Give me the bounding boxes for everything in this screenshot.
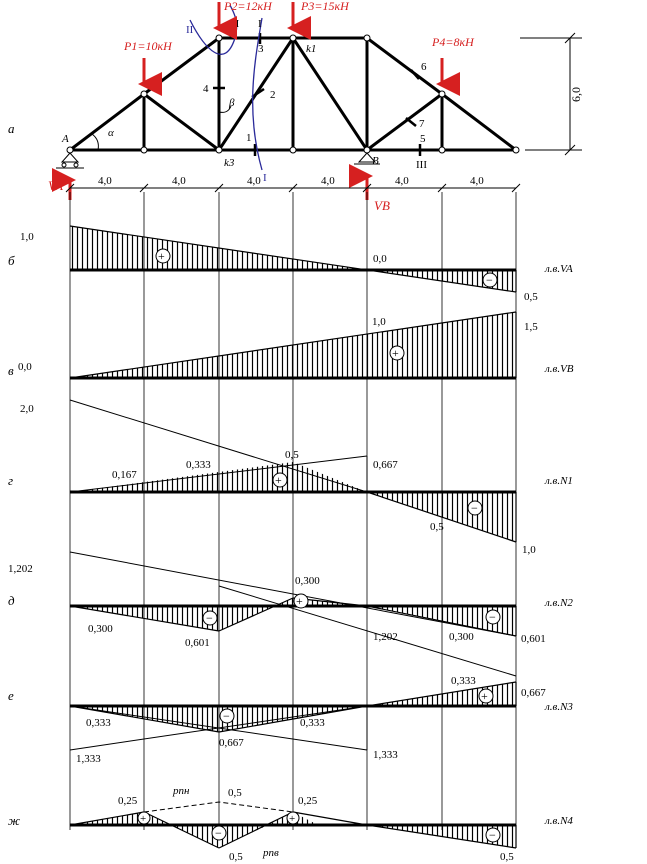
il-N3 <box>70 675 573 765</box>
il-N1 <box>20 400 573 556</box>
svg-text:0,333: 0,333 <box>300 717 325 729</box>
svg-text:1,202: 1,202 <box>373 631 398 643</box>
svg-text:л.в.N4: л.в.N4 <box>545 815 573 827</box>
svg-text:4,0: 4,0 <box>247 175 261 187</box>
row-letters <box>8 121 20 828</box>
svg-text:0,5: 0,5 <box>229 851 243 863</box>
svg-text:0,333: 0,333 <box>86 717 111 729</box>
svg-text:д: д <box>8 593 15 608</box>
rod-number-1: 1 <box>246 132 252 144</box>
rod-number-6: 6 <box>421 61 427 73</box>
svg-text:−: − <box>223 709 230 723</box>
svg-text:0,5: 0,5 <box>430 521 444 533</box>
svg-text:в: в <box>8 363 14 378</box>
svg-text:1,5: 1,5 <box>524 321 538 333</box>
beta-label: β <box>229 97 235 109</box>
svg-text:б: б <box>8 253 15 268</box>
il-VA <box>20 226 573 303</box>
svg-text:л.в.N3: л.в.N3 <box>545 701 573 713</box>
node-B-label: B <box>372 155 379 167</box>
svg-text:4,0: 4,0 <box>470 175 484 187</box>
svg-text:л.в.N2: л.в.N2 <box>545 597 573 609</box>
svg-text:л.в.N1: л.в.N1 <box>545 475 573 487</box>
svg-text:0,167: 0,167 <box>112 469 137 481</box>
load-P4-label: P4=8кН <box>432 35 474 49</box>
svg-text:рпв: рпв <box>263 847 279 859</box>
rod-number-3: 3 <box>258 43 264 55</box>
sections <box>190 5 262 170</box>
svg-text:4,0: 4,0 <box>98 175 112 187</box>
svg-text:1,333: 1,333 <box>76 753 101 765</box>
svg-text:1,0: 1,0 <box>522 544 536 556</box>
section-II-label-right: II <box>232 18 240 30</box>
diagonal-k1b <box>293 38 367 150</box>
rod-number-7: 7 <box>419 118 425 130</box>
svg-text:0,0: 0,0 <box>18 361 32 373</box>
node-k3-label: k3 <box>224 157 235 169</box>
svg-text:1,202: 1,202 <box>8 563 33 575</box>
svg-text:0,5: 0,5 <box>524 291 538 303</box>
svg-text:1,0: 1,0 <box>20 231 34 243</box>
support-A <box>56 153 84 168</box>
svg-text:0,601: 0,601 <box>521 633 546 645</box>
svg-text:+: + <box>158 249 165 263</box>
svg-text:−: − <box>489 828 496 842</box>
svg-text:−: − <box>486 273 493 287</box>
svg-text:+: + <box>392 346 399 360</box>
svg-text:0,667: 0,667 <box>219 737 244 749</box>
svg-text:+: + <box>289 813 296 825</box>
svg-text:0,300: 0,300 <box>88 623 113 635</box>
il-N4 <box>70 785 573 863</box>
svg-text:0,333: 0,333 <box>186 459 211 471</box>
svg-text:+: + <box>296 594 303 608</box>
section-II-label-left: II <box>186 24 194 36</box>
span-dimension <box>66 184 520 192</box>
svg-text:0,5: 0,5 <box>500 851 514 863</box>
rod-ticks <box>213 33 420 156</box>
il-N2 <box>8 552 573 676</box>
height-label: 6,0 <box>569 87 583 102</box>
il-VB <box>18 312 574 378</box>
diagonal-a <box>144 94 219 150</box>
load-P1-label: P1=10кН <box>124 39 172 53</box>
rod-number-2: 2 <box>270 89 276 101</box>
svg-text:4,0: 4,0 <box>321 175 335 187</box>
svg-text:+: + <box>481 689 488 703</box>
svg-text:0,5: 0,5 <box>285 449 299 461</box>
svg-text:1,0: 1,0 <box>372 316 386 328</box>
node-A-label: A <box>62 133 69 145</box>
section-I-label-top: I <box>258 18 262 30</box>
svg-text:0,667: 0,667 <box>373 459 398 471</box>
svg-text:4,0: 4,0 <box>395 175 409 187</box>
svg-text:−: − <box>471 501 478 515</box>
rod-number-4: 4 <box>203 83 209 95</box>
svg-text:рпн: рпн <box>173 785 190 797</box>
load-P3-label: P3=15кН <box>301 0 349 13</box>
diagonal-7 <box>367 94 442 150</box>
svg-text:0,25: 0,25 <box>118 795 138 807</box>
svg-text:г: г <box>8 473 14 488</box>
svg-text:−: − <box>489 610 496 624</box>
truss <box>70 38 516 150</box>
svg-text:0,667: 0,667 <box>521 687 546 699</box>
svg-text:2,0: 2,0 <box>20 403 34 415</box>
svg-text:л.в.VB: л.в.VB <box>545 363 574 375</box>
reaction-A-label: VA <box>48 178 63 193</box>
svg-text:е: е <box>8 688 14 703</box>
svg-text:0,0: 0,0 <box>373 253 387 265</box>
svg-text:л.в.VA: л.в.VA <box>545 263 573 275</box>
load-P2-label: P2=12кН <box>224 0 272 13</box>
svg-text:+: + <box>140 813 147 825</box>
node-k1-label: k1 <box>306 43 317 55</box>
svg-text:0,601: 0,601 <box>185 637 210 649</box>
rod-number-5: 5 <box>420 133 426 145</box>
svg-text:0,300: 0,300 <box>449 631 474 643</box>
svg-text:−: − <box>206 611 213 625</box>
svg-text:0,5: 0,5 <box>228 787 242 799</box>
svg-text:а: а <box>8 121 15 136</box>
svg-text:+: + <box>275 473 282 487</box>
svg-text:1,333: 1,333 <box>373 749 398 761</box>
svg-text:0,300: 0,300 <box>295 575 320 587</box>
svg-text:0,333: 0,333 <box>451 675 476 687</box>
alpha-label: α <box>108 127 114 139</box>
section-I-label-bottom: I <box>263 172 267 184</box>
svg-text:4,0: 4,0 <box>172 175 186 187</box>
svg-text:−: − <box>215 826 222 840</box>
section-III-label: III <box>416 159 427 171</box>
svg-text:ж: ж <box>8 813 21 828</box>
reaction-B-label: VB <box>374 198 390 213</box>
span-labels <box>98 175 484 187</box>
svg-text:0,25: 0,25 <box>298 795 318 807</box>
alpha-arc <box>92 134 98 150</box>
